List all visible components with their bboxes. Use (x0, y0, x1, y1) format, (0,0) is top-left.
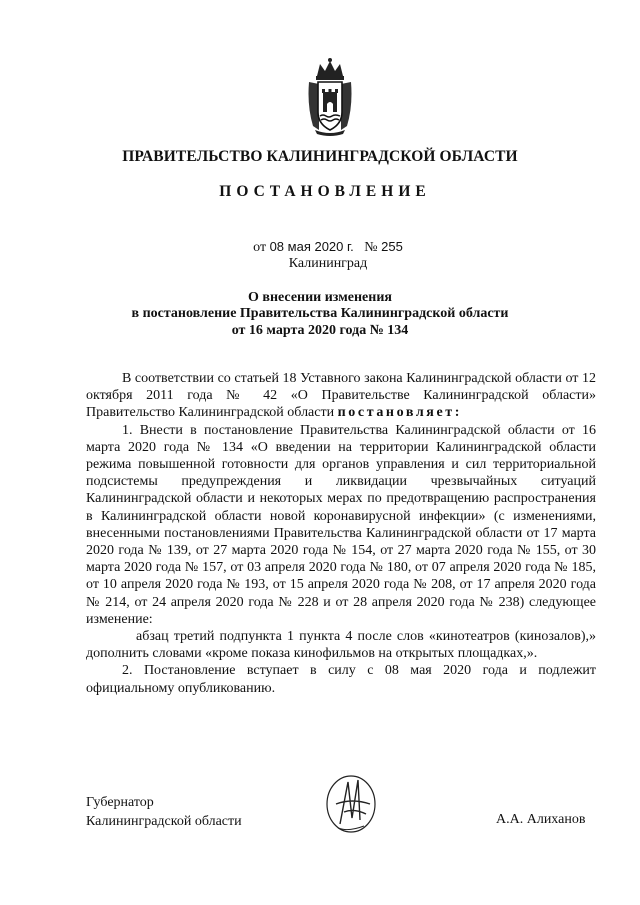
item-1-paragraph: 1. Внести в постановление Правительства Калининградской области от 16 марта 2020 года № 134 «О введении на территории Калининградской области режима повышенной готовности для органов управления и сил территориальной подсистемы предупреждения и ликвидации чрезвычайных ситуаций Калининградской области и некоторых мерах по предотвращению распространения в Калининградской области новой коронавирусной инфекции» (с изменениями, внесенными постановлениями Правительства Калининградской области от 17 марта 2020 года № 139, от 27 марта 2020 года № 154, от 27 марта 2020 года № 155, от 30 марта 2020 года № 157, от 03 апреля 2020 года № 180, от 07 апреля 2020 года № 185, от 10 апреля 2020 года № 193, от 15 апреля 2020 года № 208, от 17 апреля 2020 года № 214, от 24 апреля 2020 года № 228 и от 28 апреля 2020 года № 238) следующее изменение: (86, 422, 596, 627)
city: Калининград (288, 256, 368, 271)
subject-line-3: от 16 марта 2020 года № 134 (231, 323, 409, 338)
document-body (86, 370, 596, 697)
position-line-2: Калининградской области (86, 814, 242, 829)
date-number-line (8, 239, 640, 256)
preamble-text: В соответствии со статьей 18 Уставного закона Калининградской области от 12 октября 2011 года № 42 «О Правительстве Калининградской области» Правительство Калининградской области (86, 371, 596, 421)
document-date: 08 мая 2020 г. (269, 239, 354, 254)
government-title: ПРАВИТЕЛЬСТВО КАЛИНИНГРАДСКОЙ ОБЛАСТИ (122, 148, 518, 165)
subject-line-1: О внесении изменения (248, 290, 392, 305)
coat-of-arms-icon (305, 56, 355, 136)
document-type: ПОСТАНОВЛЕНИЕ (219, 183, 431, 200)
date-prefix: от (253, 240, 267, 255)
number-prefix: № (364, 240, 378, 255)
item-1-change-paragraph: абзац третий подпункта 1 пункта 4 после слов «кинотеатров (кинозалов),» дополнить словами «кроме показа кинофильмов на открытых площадках,». (86, 629, 596, 662)
document-number: 255 (381, 239, 403, 254)
preamble-verb: постановляет: (337, 405, 463, 421)
position-line-1: Губернатор (86, 795, 154, 810)
signatory-position (86, 793, 242, 831)
subject-line-2: в постановление Правительства Калининградской области (131, 306, 509, 321)
item-2-paragraph: 2. Постановление вступает в силу с 08 мая 2020 года и подлежит официальному опубликованию. (86, 663, 596, 696)
signatory-name: А.А. Алиханов (496, 812, 586, 827)
handwritten-signature-icon (318, 768, 388, 838)
preamble-paragraph (86, 370, 596, 422)
